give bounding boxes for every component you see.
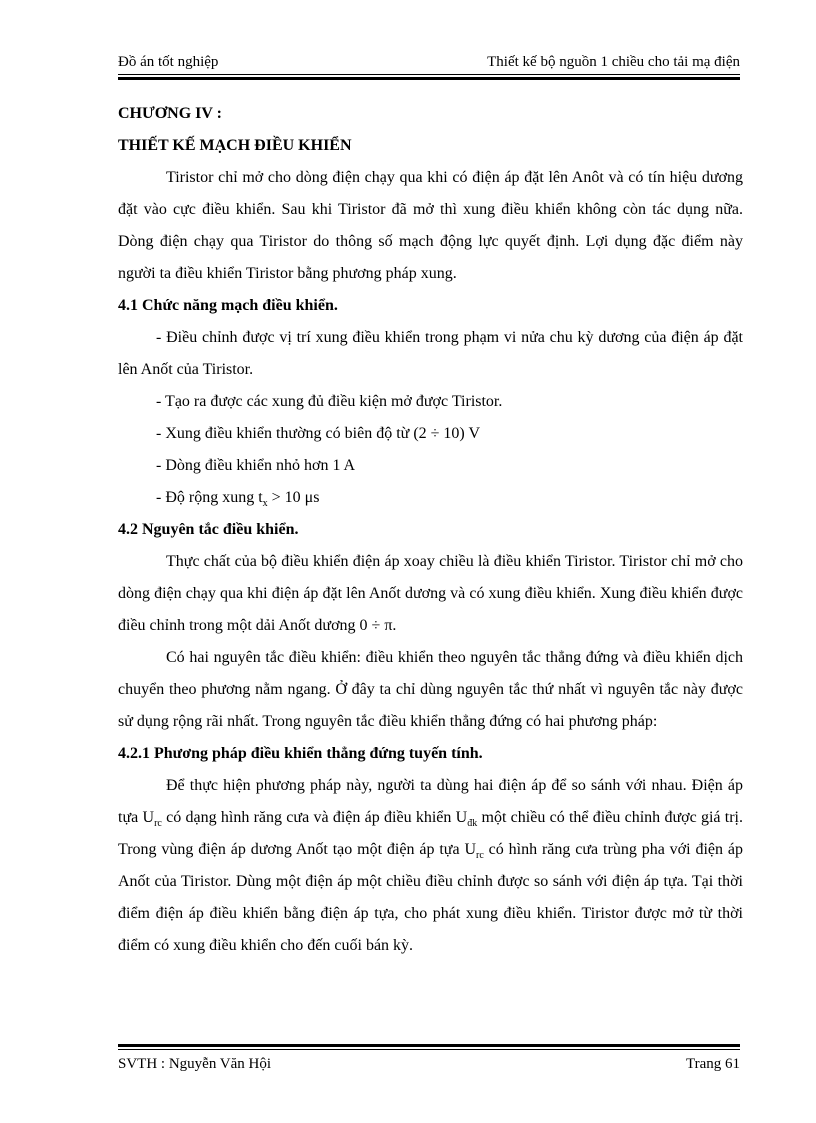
footer-rule-thin — [118, 1049, 740, 1050]
p421-text-3: một chiều có thể điều chỉnh được giá trị. Trong vùng điện áp dương Anốt tạo một điện áp tựa U — [118, 809, 744, 858]
bullet-4: - Dòng điều khiển nhỏ hơn 1 A — [156, 457, 356, 474]
section-4-2-paragraph-2: Có hai nguyên tắc điều khiển: điều khiển theo nguyên tắc thẳng đứng và điều khiển dịch chuyển theo phương nằm ngang. Ở đây ta chỉ dùng nguyên tắc thứ nhất vì nguyên tắc này được sử dụng rộng rãi nhất. Trong nguyên tắc điều khiển thẳng đứng có hai phương pháp: — [118, 649, 743, 730]
footer-rule-thick — [118, 1044, 740, 1047]
header-left-text: Đồ án tốt nghiệp — [118, 54, 219, 70]
bullet-2: - Tạo ra được các xung đủ điều kiện mở được Tiristor. — [156, 393, 503, 410]
page-footer — [118, 1056, 740, 1078]
page-header — [118, 52, 740, 74]
p421-sub-3: rc — [476, 850, 484, 862]
header-rule-thin — [118, 74, 740, 75]
header-right-text: Thiết kế bộ nguồn 1 chiều cho tải mạ điện — [487, 54, 740, 70]
section-4-1-heading: 4.1 Chức năng mạch điều khiển. — [118, 297, 338, 314]
bullet-5-text: - Độ rộng xung t — [156, 489, 263, 506]
p421-text-2: có dạng hình răng cưa và điện áp điều khiển U — [161, 809, 468, 826]
p421-text-1: Để thực hiện phương pháp này, người ta dùng hai điện áp để so sánh với nhau. Điện áp tựa U — [118, 777, 743, 826]
section-4-2-1-paragraph — [118, 770, 743, 962]
p421-sub-2: đk — [467, 818, 478, 830]
page-content — [118, 98, 743, 962]
footer-author: SVTH : Nguyễn Văn Hội — [118, 1056, 272, 1072]
bullet-1: - Điều chỉnh được vị trí xung điều khiển trong phạm vi nửa chu kỳ dương của điện áp đặt lên Anốt của Tiristor. — [118, 329, 743, 378]
section-4-2-paragraph-1: Thực chất của bộ điều khiển điện áp xoay chiều là điều khiển Tiristor. Tiristor chỉ mở cho dòng điện chạy qua khi điện áp đặt lên Anốt dương và có xung điều khiển. Xung điều khiển được điều chỉnh trong một dải Anốt dương 0 ÷ π. — [118, 553, 743, 634]
bullet-5 — [118, 482, 743, 514]
footer-page-number: Trang 61 — [685, 1056, 740, 1072]
bullet-5-text-end: > 10 μs — [267, 489, 320, 506]
p421-sub-1: rc — [154, 818, 162, 830]
bullet-5-subscript: x — [262, 498, 268, 510]
section-4-2-heading: 4.2 Nguyên tắc điều khiển. — [118, 521, 299, 538]
intro-paragraph: Tiristor chỉ mở cho dòng điện chạy qua khi có điện áp đặt lên Anôt và có tín hiệu dương đặt vào cực điều khiển. Sau khi Tiristor đã mở thì xung điều khiển không còn tác dụng nữa. Dòng điện chạy qua Tiristor do thông số mạch động lực quyết định. Lợi dụng đặc điểm này người ta điều khiển Tiristor bằng phương pháp xung. — [118, 169, 743, 282]
bullet-3: - Xung điều khiển thường có biên độ từ (2 ÷ 10) V — [156, 425, 481, 442]
chapter-number: CHƯƠNG IV : — [118, 105, 222, 122]
header-rule-thick — [118, 77, 740, 80]
chapter-title: THIẾT KẾ MẠCH ĐIỀU KHIỂN — [118, 137, 352, 154]
section-4-2-1-heading: 4.2.1 Phương pháp điều khiển thẳng đứng tuyến tính. — [118, 745, 483, 762]
p421-text-4: có hình răng cưa trùng pha với điện áp Anốt của Tiristor. Dùng một điện áp một chiều điều chỉnh được so sánh với điện áp tựa. Tại thời điểm điện áp điều khiển bằng điện áp tựa, cho phát xung điều khiển. Tiristor được mở từ thời điểm có xung điều khiển cho đến cuối bán kỳ. — [118, 841, 744, 954]
